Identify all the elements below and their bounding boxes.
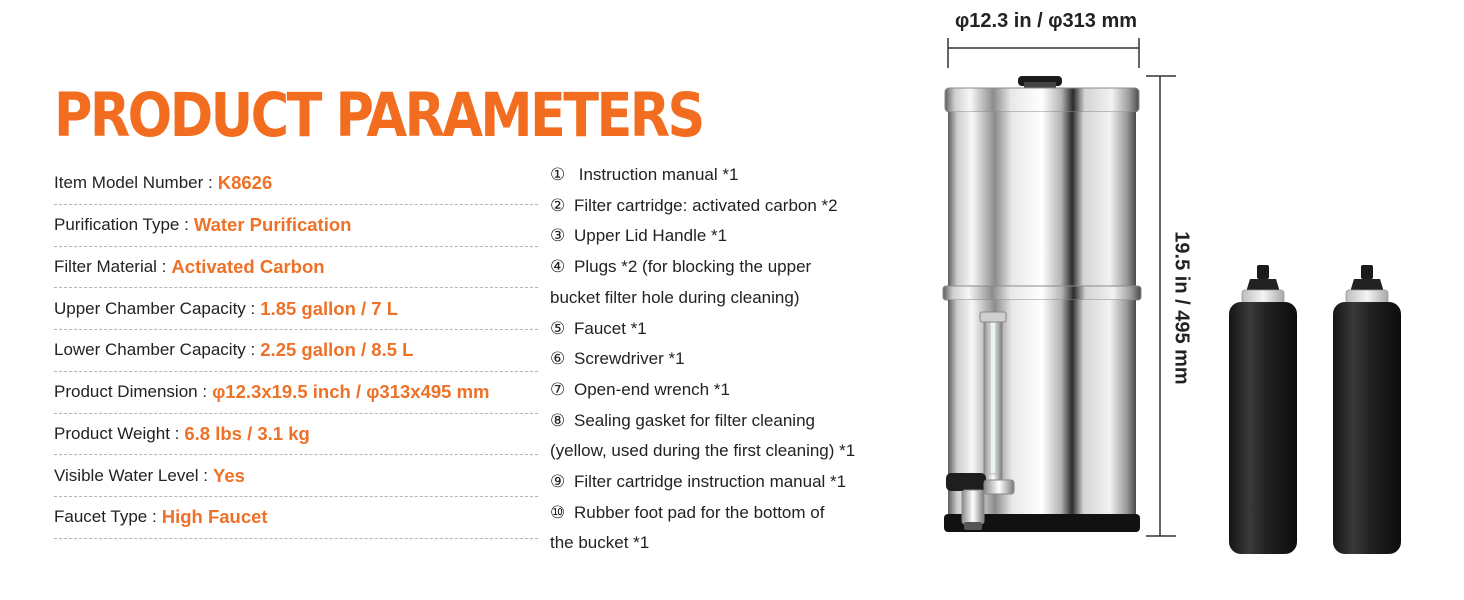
param-label: Visible Water Level :	[54, 465, 209, 485]
item-number: ⑦	[550, 379, 566, 399]
item-number: ②	[550, 195, 566, 215]
param-value: Yes	[213, 464, 245, 486]
item-text: (yellow, used during the first cleaning) *1	[550, 441, 856, 461]
item-number: ③	[550, 226, 566, 246]
param-label: Item Model Number :	[54, 173, 213, 193]
param-label: Upper Chamber Capacity :	[54, 298, 256, 318]
item-number: ①	[550, 165, 566, 184]
item-text: Upper Lid Handle *1	[574, 226, 728, 246]
param-value: High Faucet	[161, 506, 268, 528]
item-text: Faucet *1	[574, 318, 647, 338]
item-number: ⑨	[550, 472, 566, 492]
diameter-dimension-line	[948, 38, 1139, 68]
item-number: ⑧	[550, 410, 566, 430]
height-dimension-line	[1146, 76, 1176, 536]
item-number: ⑥	[550, 349, 566, 369]
param-value: K8626	[217, 172, 273, 194]
param-label: Lower Chamber Capacity :	[54, 340, 256, 360]
item-text: Filter cartridge instruction manual *1	[574, 472, 847, 492]
item-text: Sealing gasket for filter cleaning	[574, 410, 815, 430]
page-title: PRODUCT PARAMETERS	[54, 80, 703, 151]
water-purifier-image	[943, 76, 1141, 532]
item-number: ④	[550, 257, 566, 277]
item-text: Filter cartridge: activated carbon *2	[574, 195, 838, 215]
item-text: bucket filter hole during cleaning)	[550, 287, 800, 307]
diameter-label: φ12.3 in / φ313 mm	[954, 10, 1138, 32]
param-value: 1.85 gallon / 7 L	[260, 297, 399, 319]
item-text: Instruction manual *1	[574, 165, 739, 184]
param-value: φ12.3x19.5 inch / φ313x495 mm	[212, 381, 490, 403]
item-number: ⑤	[550, 318, 566, 338]
filter-cartridge-image	[1333, 265, 1401, 554]
param-label: Filter Material :	[54, 256, 167, 276]
param-value: 2.25 gallon / 8.5 L	[260, 339, 414, 361]
param-label: Product Dimension :	[54, 382, 208, 402]
item-text: Screwdriver *1	[574, 349, 685, 369]
item-text: Open-end wrench *1	[574, 379, 730, 399]
param-label: Purification Type :	[54, 215, 189, 235]
param-label: Faucet Type :	[54, 507, 157, 527]
item-text: the bucket *1	[550, 533, 650, 553]
param-value: 6.8 lbs / 3.1 kg	[184, 422, 310, 444]
item-text: Rubber foot pad for the bottom of	[574, 502, 825, 522]
item-text: Plugs *2 (for blocking the upper	[574, 257, 812, 277]
param-label: Product Weight :	[54, 423, 180, 443]
param-value: Water Purification	[193, 214, 352, 236]
item-number: ⑩	[550, 502, 566, 522]
height-label: 19.5 in / 495 mm	[1170, 231, 1193, 385]
filter-cartridge-image	[1229, 265, 1297, 554]
param-value: Activated Carbon	[171, 255, 325, 277]
